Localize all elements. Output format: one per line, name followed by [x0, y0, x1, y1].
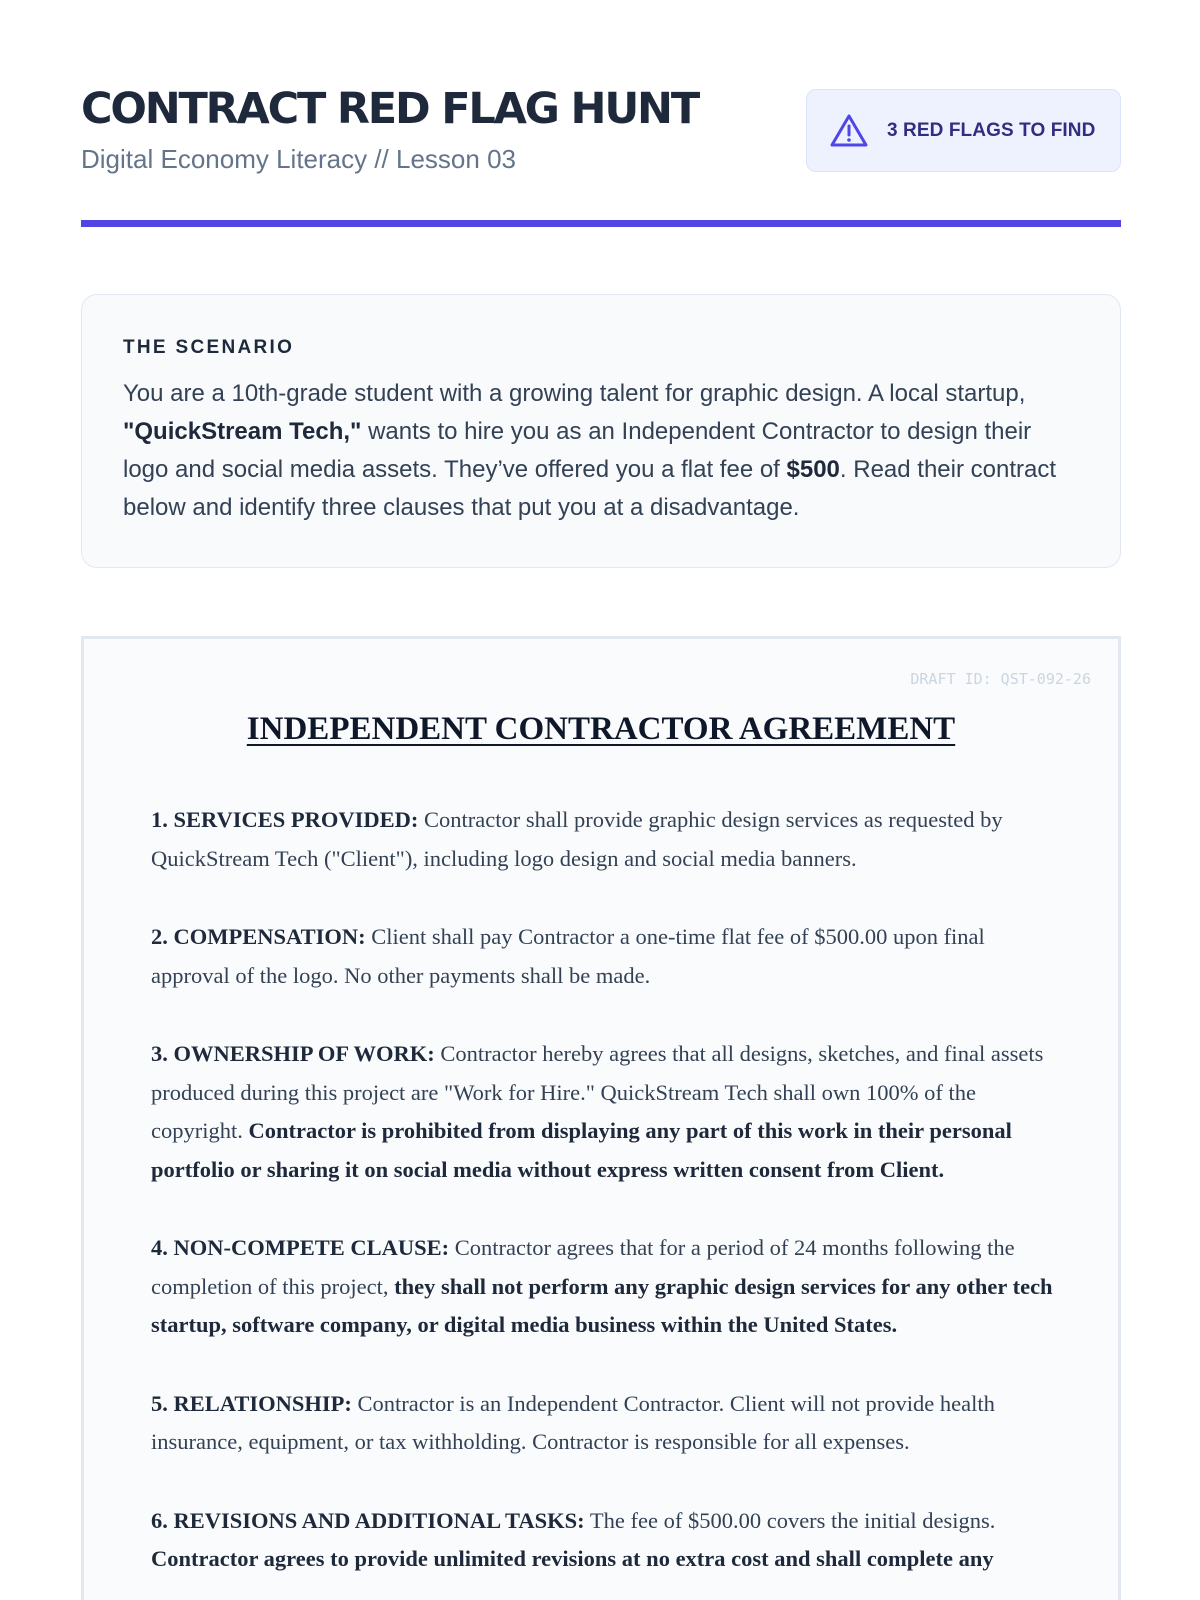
page-header — [81, 84, 1121, 180]
warning-triangle-icon — [829, 113, 869, 149]
red-flags-badge — [806, 89, 1121, 172]
company-name: "QuickStream Tech," — [123, 418, 362, 445]
clause-compensation[interactable] — [151, 918, 1058, 995]
clause-text: The fee of $500.00 covers the initial designs. — [584, 1507, 996, 1533]
scenario-text-part: You are a 10th-grade student with a growing talent for graphic design. A local startup, — [123, 380, 1026, 407]
clause-heading: 5. RELATIONSHIP: — [151, 1390, 352, 1416]
clause-list — [151, 801, 1058, 1600]
clause-heading: 3. OWNERSHIP OF WORK: — [151, 1041, 435, 1066]
contract-document — [81, 636, 1121, 1600]
clause-heading: 1. SERVICES PROVIDED: — [151, 807, 419, 832]
clause-text: Contractor is an Independent Contractor. Client will not provide health insurance, equipment, or tax withholding. Contractor is responsible for all expenses. — [151, 1390, 995, 1454]
clause-emphasis: Contractor is prohibited from displaying any part of this work in their personal portfolio or sharing it on social media without express written consent from Client. — [151, 1118, 1012, 1182]
lesson-subtitle: Digital Economy Literacy // Lesson 03 — [81, 144, 516, 174]
header-divider — [81, 220, 1121, 227]
scenario-card — [81, 294, 1121, 568]
clause-text: Contractor agrees that for a period of 24 months following the completion of this project, — [151, 1235, 1015, 1299]
scenario-text-part: . Read their contract below and identify three clauses that put you at a disadvantage. — [123, 456, 1057, 521]
clause-heading: 6. REVISIONS AND ADDITIONAL TASKS: — [151, 1507, 585, 1533]
badge-label: 3 RED FLAGS TO FIND — [887, 119, 1096, 141]
page-title: CONTRACT RED FLAG HUNT — [81, 84, 698, 134]
clause-emphasis: they shall not perform any graphic design services for any other tech startup, software company, or digital media business within the United States. — [151, 1273, 1053, 1337]
clause-text: Client shall pay Contractor a one-time flat fee of $500.00 upon final approval of the logo. No other payments shall be made. — [151, 924, 985, 988]
clause-revisions[interactable] — [151, 1502, 1058, 1579]
scenario-heading: THE SCENARIO — [123, 337, 295, 358]
scenario-text-part: wants to hire you as an Independent Contractor to design their logo and social media assets. They’ve offered you a flat fee of — [123, 418, 1032, 483]
clause-heading: 4. NON-COMPETE CLAUSE: — [151, 1235, 450, 1260]
clause-text: Contractor shall provide graphic design services as requested by QuickStream Tech ("Client"), including logo design and social media banners. — [151, 807, 1003, 871]
contract-title-text: INDEPENDENT CONTRACTOR AGREEMENT — [246, 711, 956, 747]
clause-services[interactable] — [151, 801, 1058, 878]
clause-non-compete[interactable] — [151, 1229, 1058, 1345]
clause-emphasis: Contractor agrees to provide unlimited revisions at no extra cost and shall complete any — [151, 1546, 994, 1571]
draft-id: DRAFT ID: QST-092-26 — [910, 670, 1091, 688]
clause-text: Contractor hereby agrees that all designs, sketches, and final assets produced during this project are "Work for Hire." QuickStream Tech shall own 100% of the copyright. — [151, 1041, 1044, 1143]
contract-title — [84, 711, 1118, 748]
clause-heading: 2. COMPENSATION: — [151, 924, 366, 949]
fee-amount: $500 — [786, 456, 840, 483]
clause-relationship[interactable] — [151, 1385, 1058, 1462]
clause-ownership[interactable] — [151, 1035, 1058, 1189]
scenario-text — [123, 375, 1080, 527]
